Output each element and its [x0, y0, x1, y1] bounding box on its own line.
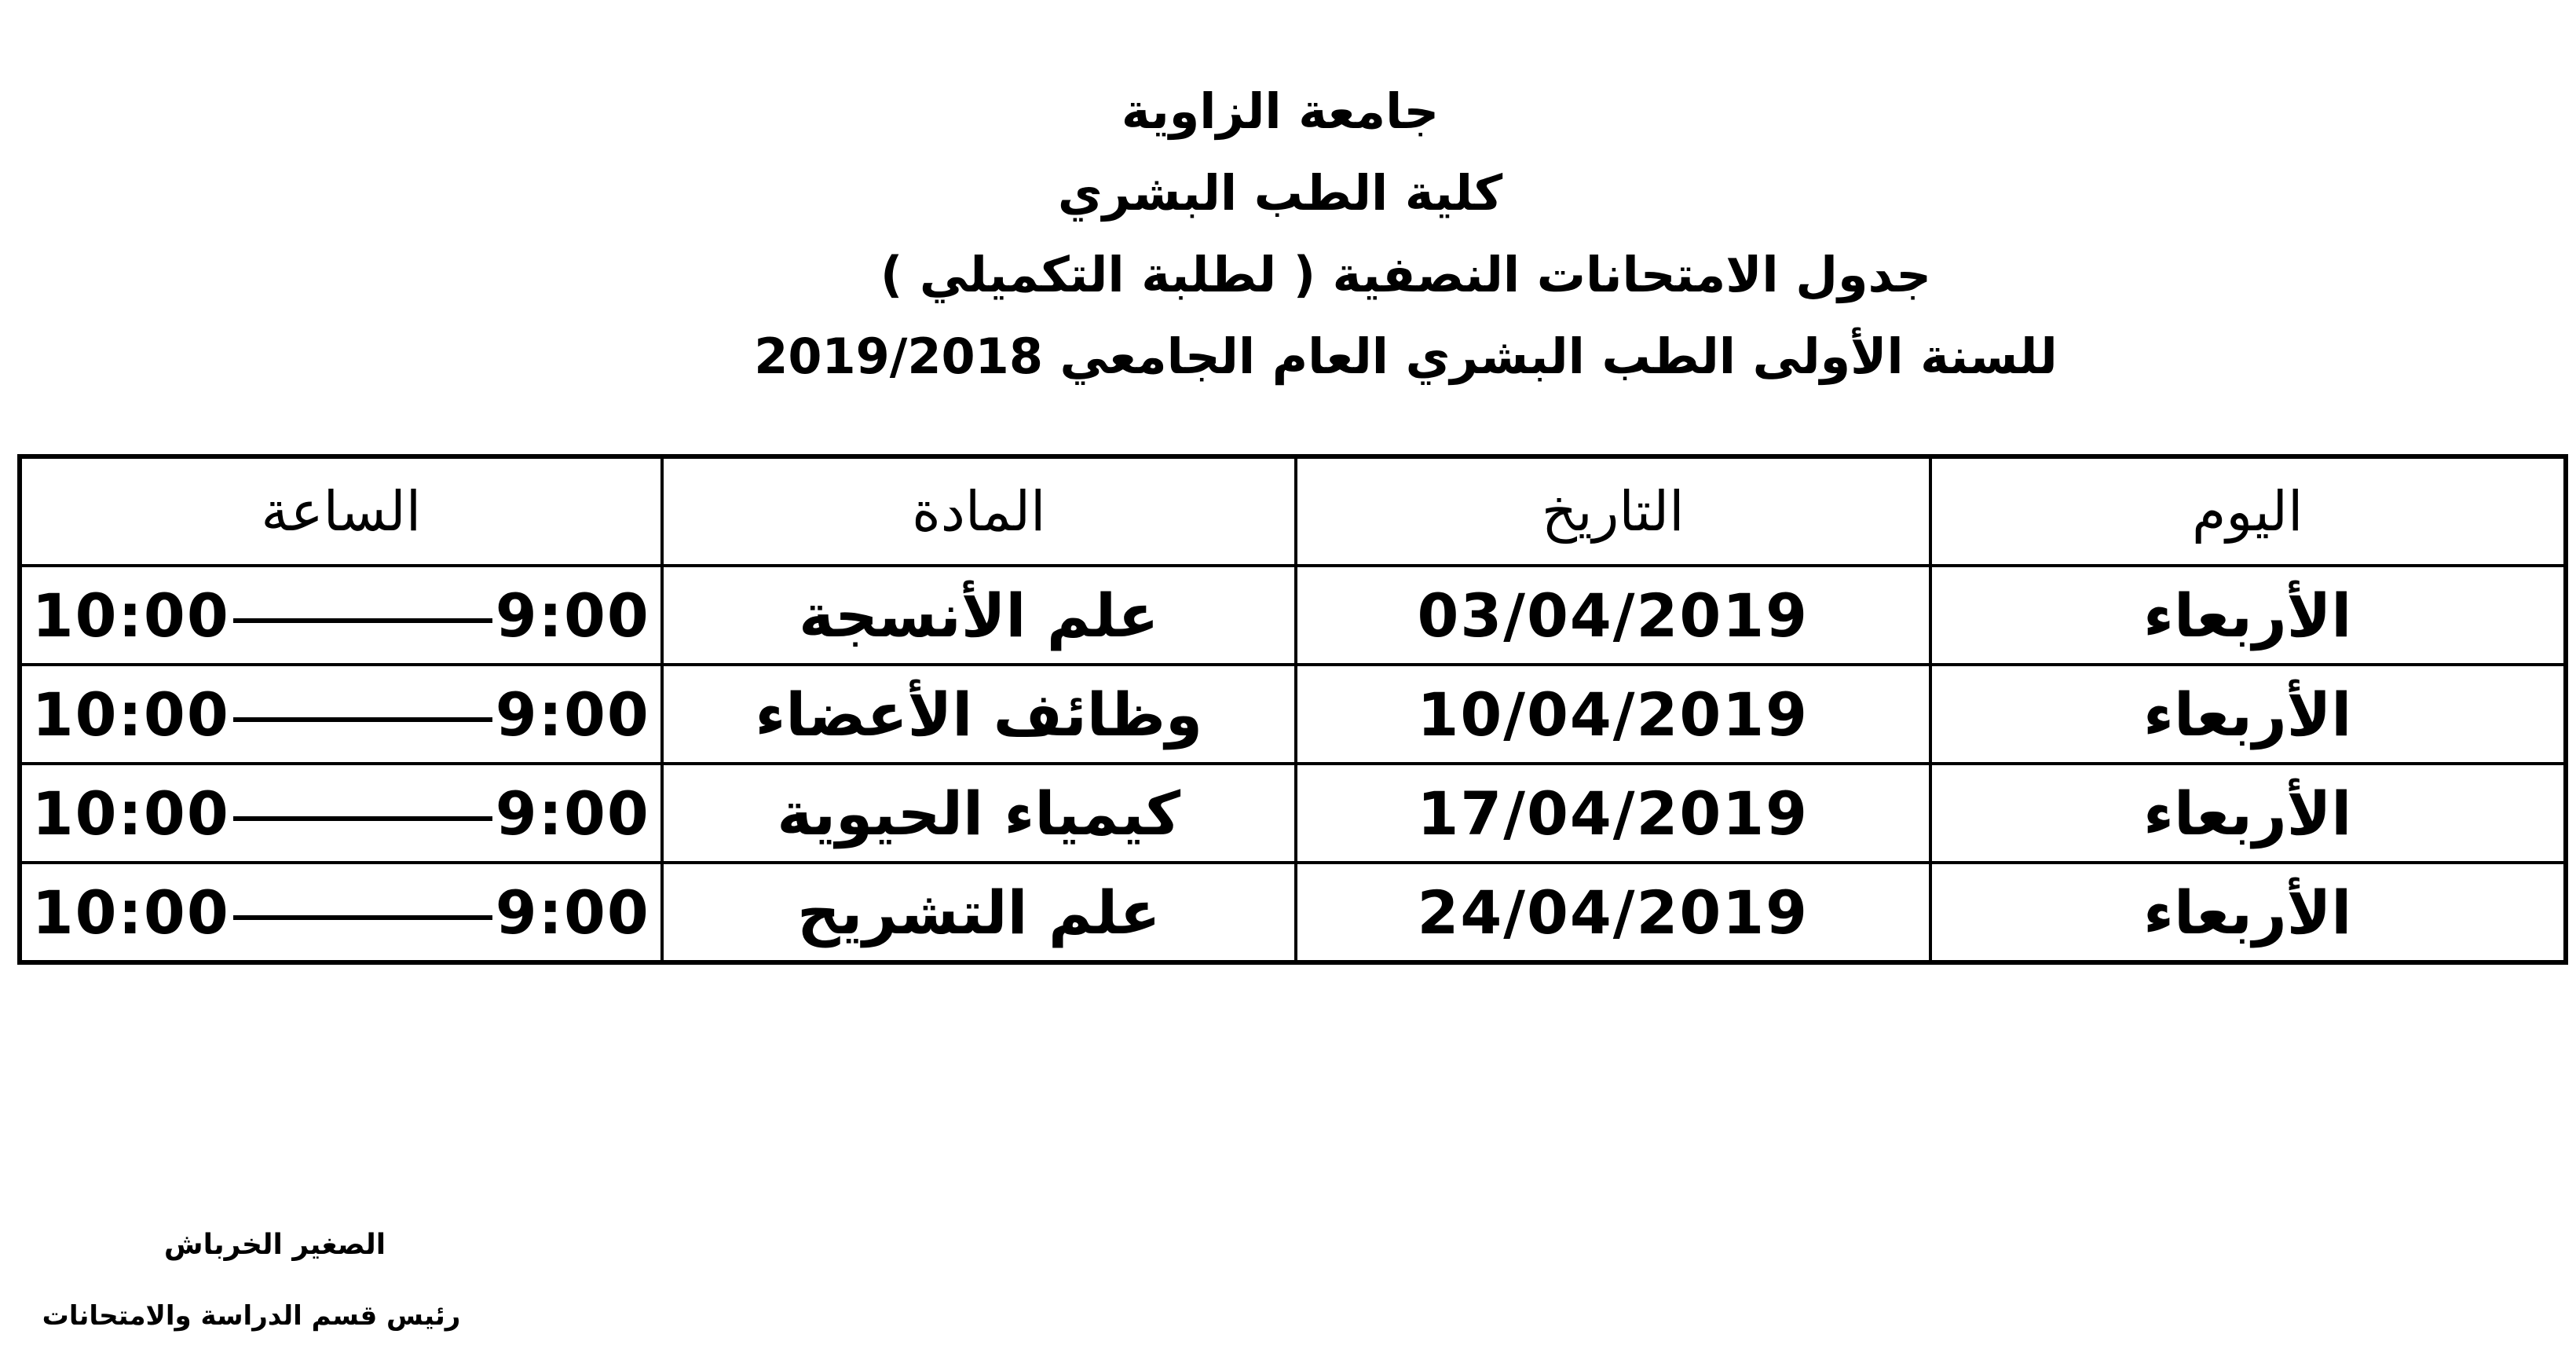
signatory-title: رئيس قسم الدراسة والامتحانات [42, 1300, 461, 1332]
end-time: 10:00 [31, 778, 230, 848]
day-cell: الأربعاء [1930, 764, 2566, 863]
column-header-day: اليوم [1930, 456, 2566, 566]
table-header-row [20, 456, 2566, 566]
start-time: 9:00 [495, 877, 650, 947]
day-cell: الأربعاء [1930, 566, 2566, 665]
day-cell: الأربعاء [1930, 665, 2566, 764]
date-cell: 17/04/2019 [1296, 764, 1930, 863]
time-range-dash [233, 816, 492, 821]
document-header [0, 71, 2576, 398]
time-range-dash [233, 717, 492, 722]
end-time: 10:00 [31, 580, 230, 651]
faculty-name: كلية الطب البشري [1057, 164, 1503, 222]
table-row [20, 863, 2566, 962]
signatory-name: الصغير الخرباش [163, 1229, 386, 1261]
start-time: 9:00 [495, 778, 650, 848]
academic-year-line: للسنة الأولى الطب البشري العام الجامعي 2019/2018 [754, 328, 2058, 385]
university-name: جامعة الزاوية [1121, 82, 1440, 140]
date-cell: 03/04/2019 [1296, 566, 1930, 665]
day-cell: الأربعاء [1930, 863, 2566, 962]
subject-cell: وظائف الأعضاء [662, 665, 1296, 764]
time-cell [20, 764, 662, 863]
time-cell [20, 566, 662, 665]
time-cell [20, 665, 662, 764]
subject-cell: علم التشريح [662, 863, 1296, 962]
subject-cell: علم الأنسجة [662, 566, 1296, 665]
end-time: 10:00 [31, 679, 230, 749]
time-cell [20, 863, 662, 962]
exam-schedule-table [17, 454, 2568, 965]
start-time: 9:00 [495, 679, 650, 749]
subject-cell: كيمياء الحيوية [662, 764, 1296, 863]
time-range-dash [233, 618, 492, 623]
table-row [20, 764, 2566, 863]
schedule-title: جدول الامتحانات النصفية ( لطلبة التكميلي ) [880, 246, 1932, 303]
column-header-time: الساعة [20, 456, 662, 566]
table-row [20, 566, 2566, 665]
date-cell: 10/04/2019 [1296, 665, 1930, 764]
end-time: 10:00 [31, 877, 230, 947]
time-range-dash [233, 915, 492, 920]
column-header-subject: المادة [662, 456, 1296, 566]
column-header-date: التاريخ [1296, 456, 1930, 566]
date-cell: 24/04/2019 [1296, 863, 1930, 962]
signature-block [31, 1210, 471, 1351]
table-row [20, 665, 2566, 764]
start-time: 9:00 [495, 580, 650, 651]
